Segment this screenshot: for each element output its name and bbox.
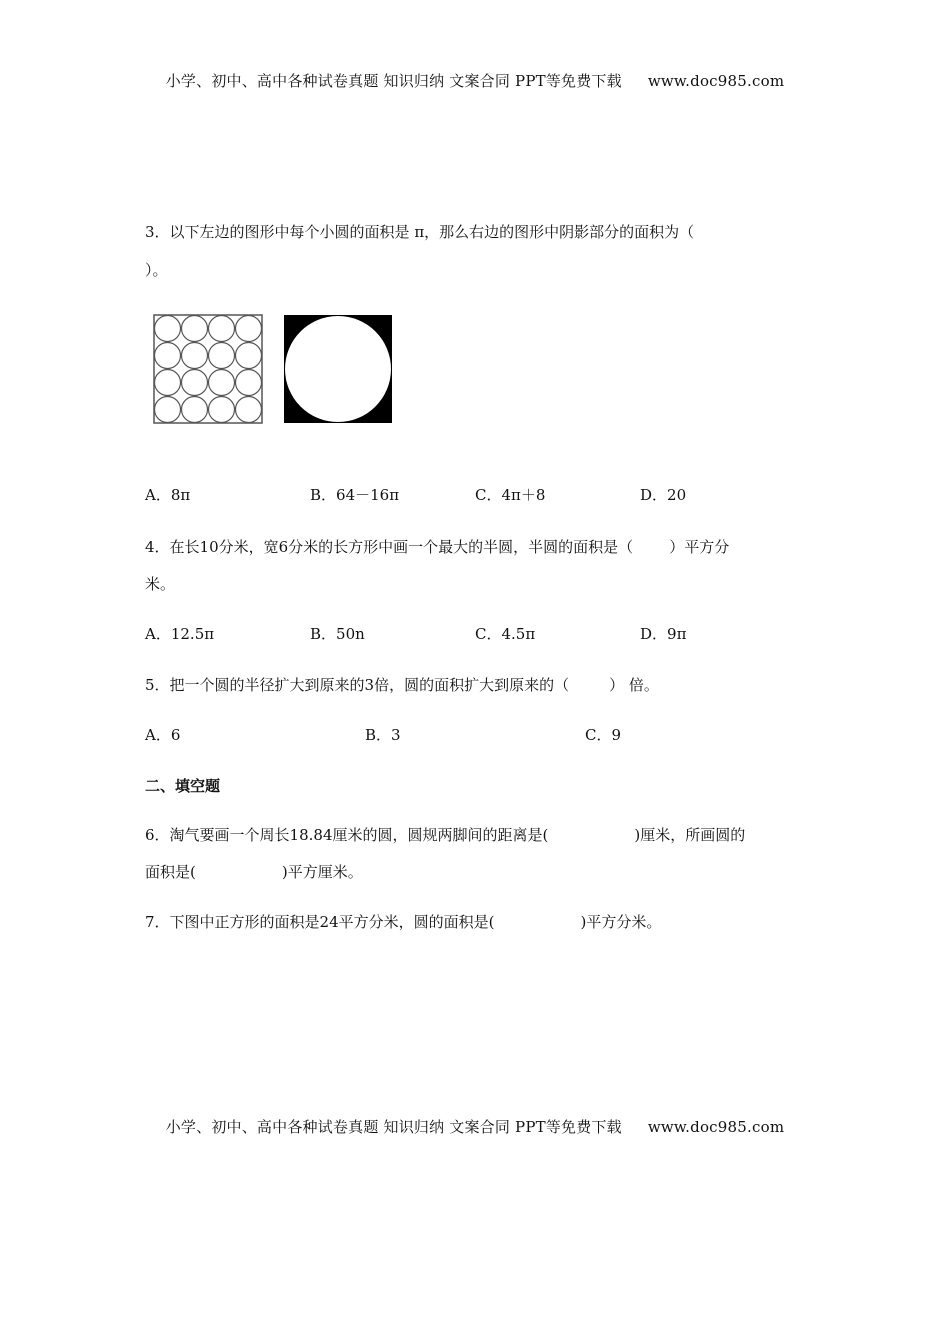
page-header: [0, 70, 950, 91]
q4-option-b: B．50n: [310, 625, 365, 643]
q7-line1-end: )平方分米。: [580, 913, 662, 931]
footer-text: 小学、初中、高中各种试卷真题 知识归纳 文案合同 PPT等免费下载: [165, 1118, 622, 1136]
circles-grid-figure: [153, 314, 265, 426]
q6-line2: [145, 861, 363, 882]
q5-option-c: C．9: [585, 726, 622, 744]
q4-line1-start: 4．在长10分米，宽6分米的长方形中画一个最大的半圆，半圆的面积是（: [145, 538, 634, 556]
q3-option-c: C．4π＋8: [475, 486, 546, 504]
q4-line1-end: ）平方分: [669, 538, 730, 556]
q3-line1: 3．以下左边的图形中每个小圆的面积是 π，那么右边的图形中阴影部分的面积为（: [145, 223, 695, 241]
q3-line2: ）。: [145, 261, 168, 279]
q4-option-a: A．12.5π: [145, 625, 215, 643]
q5-option-a: A．6: [145, 726, 181, 744]
q7-line1: [145, 911, 661, 932]
q6-line1-end: )厘米，所画圆的: [634, 826, 746, 844]
q5-option-b: B．3: [365, 726, 401, 744]
q4-line2: 米。: [145, 575, 176, 593]
q6-line1: [145, 824, 745, 845]
footer-site: www.doc985.com: [647, 1118, 785, 1136]
q5-line1: [145, 674, 659, 695]
q7-line1-start: 7．下图中正方形的面积是24平方分米，圆的面积是(: [145, 913, 495, 931]
q5-line1-start: 5．把一个圆的半径扩大到原来的3倍，圆的面积扩大到原来的（: [145, 676, 570, 694]
section-title-fill-in: 二、填空题: [145, 777, 221, 795]
q6-line1-start: 6．淘气要画一个周长18.84厘米的圆，圆规两脚间的距离是(: [145, 826, 549, 844]
q4-option-d: D．9π: [640, 625, 687, 643]
q4-line1: [145, 536, 729, 557]
page-footer: [0, 1116, 950, 1137]
q3-option-b: B．64－16π: [310, 486, 400, 504]
header-site: www.doc985.com: [647, 72, 785, 90]
q6-line2-start: 面积是(: [145, 863, 196, 881]
q6-line2-end: )平方厘米。: [281, 863, 363, 881]
q3-option-a: A．8π: [145, 486, 191, 504]
header-text: 小学、初中、高中各种试卷真题 知识归纳 文案合同 PPT等免费下载: [165, 72, 622, 90]
q5-line1-end: ） 倍。: [609, 676, 659, 694]
q3-option-d: D．20: [640, 486, 687, 504]
q4-option-c: C．4.5π: [475, 625, 536, 643]
shaded-square-circle-figure: [283, 314, 395, 426]
